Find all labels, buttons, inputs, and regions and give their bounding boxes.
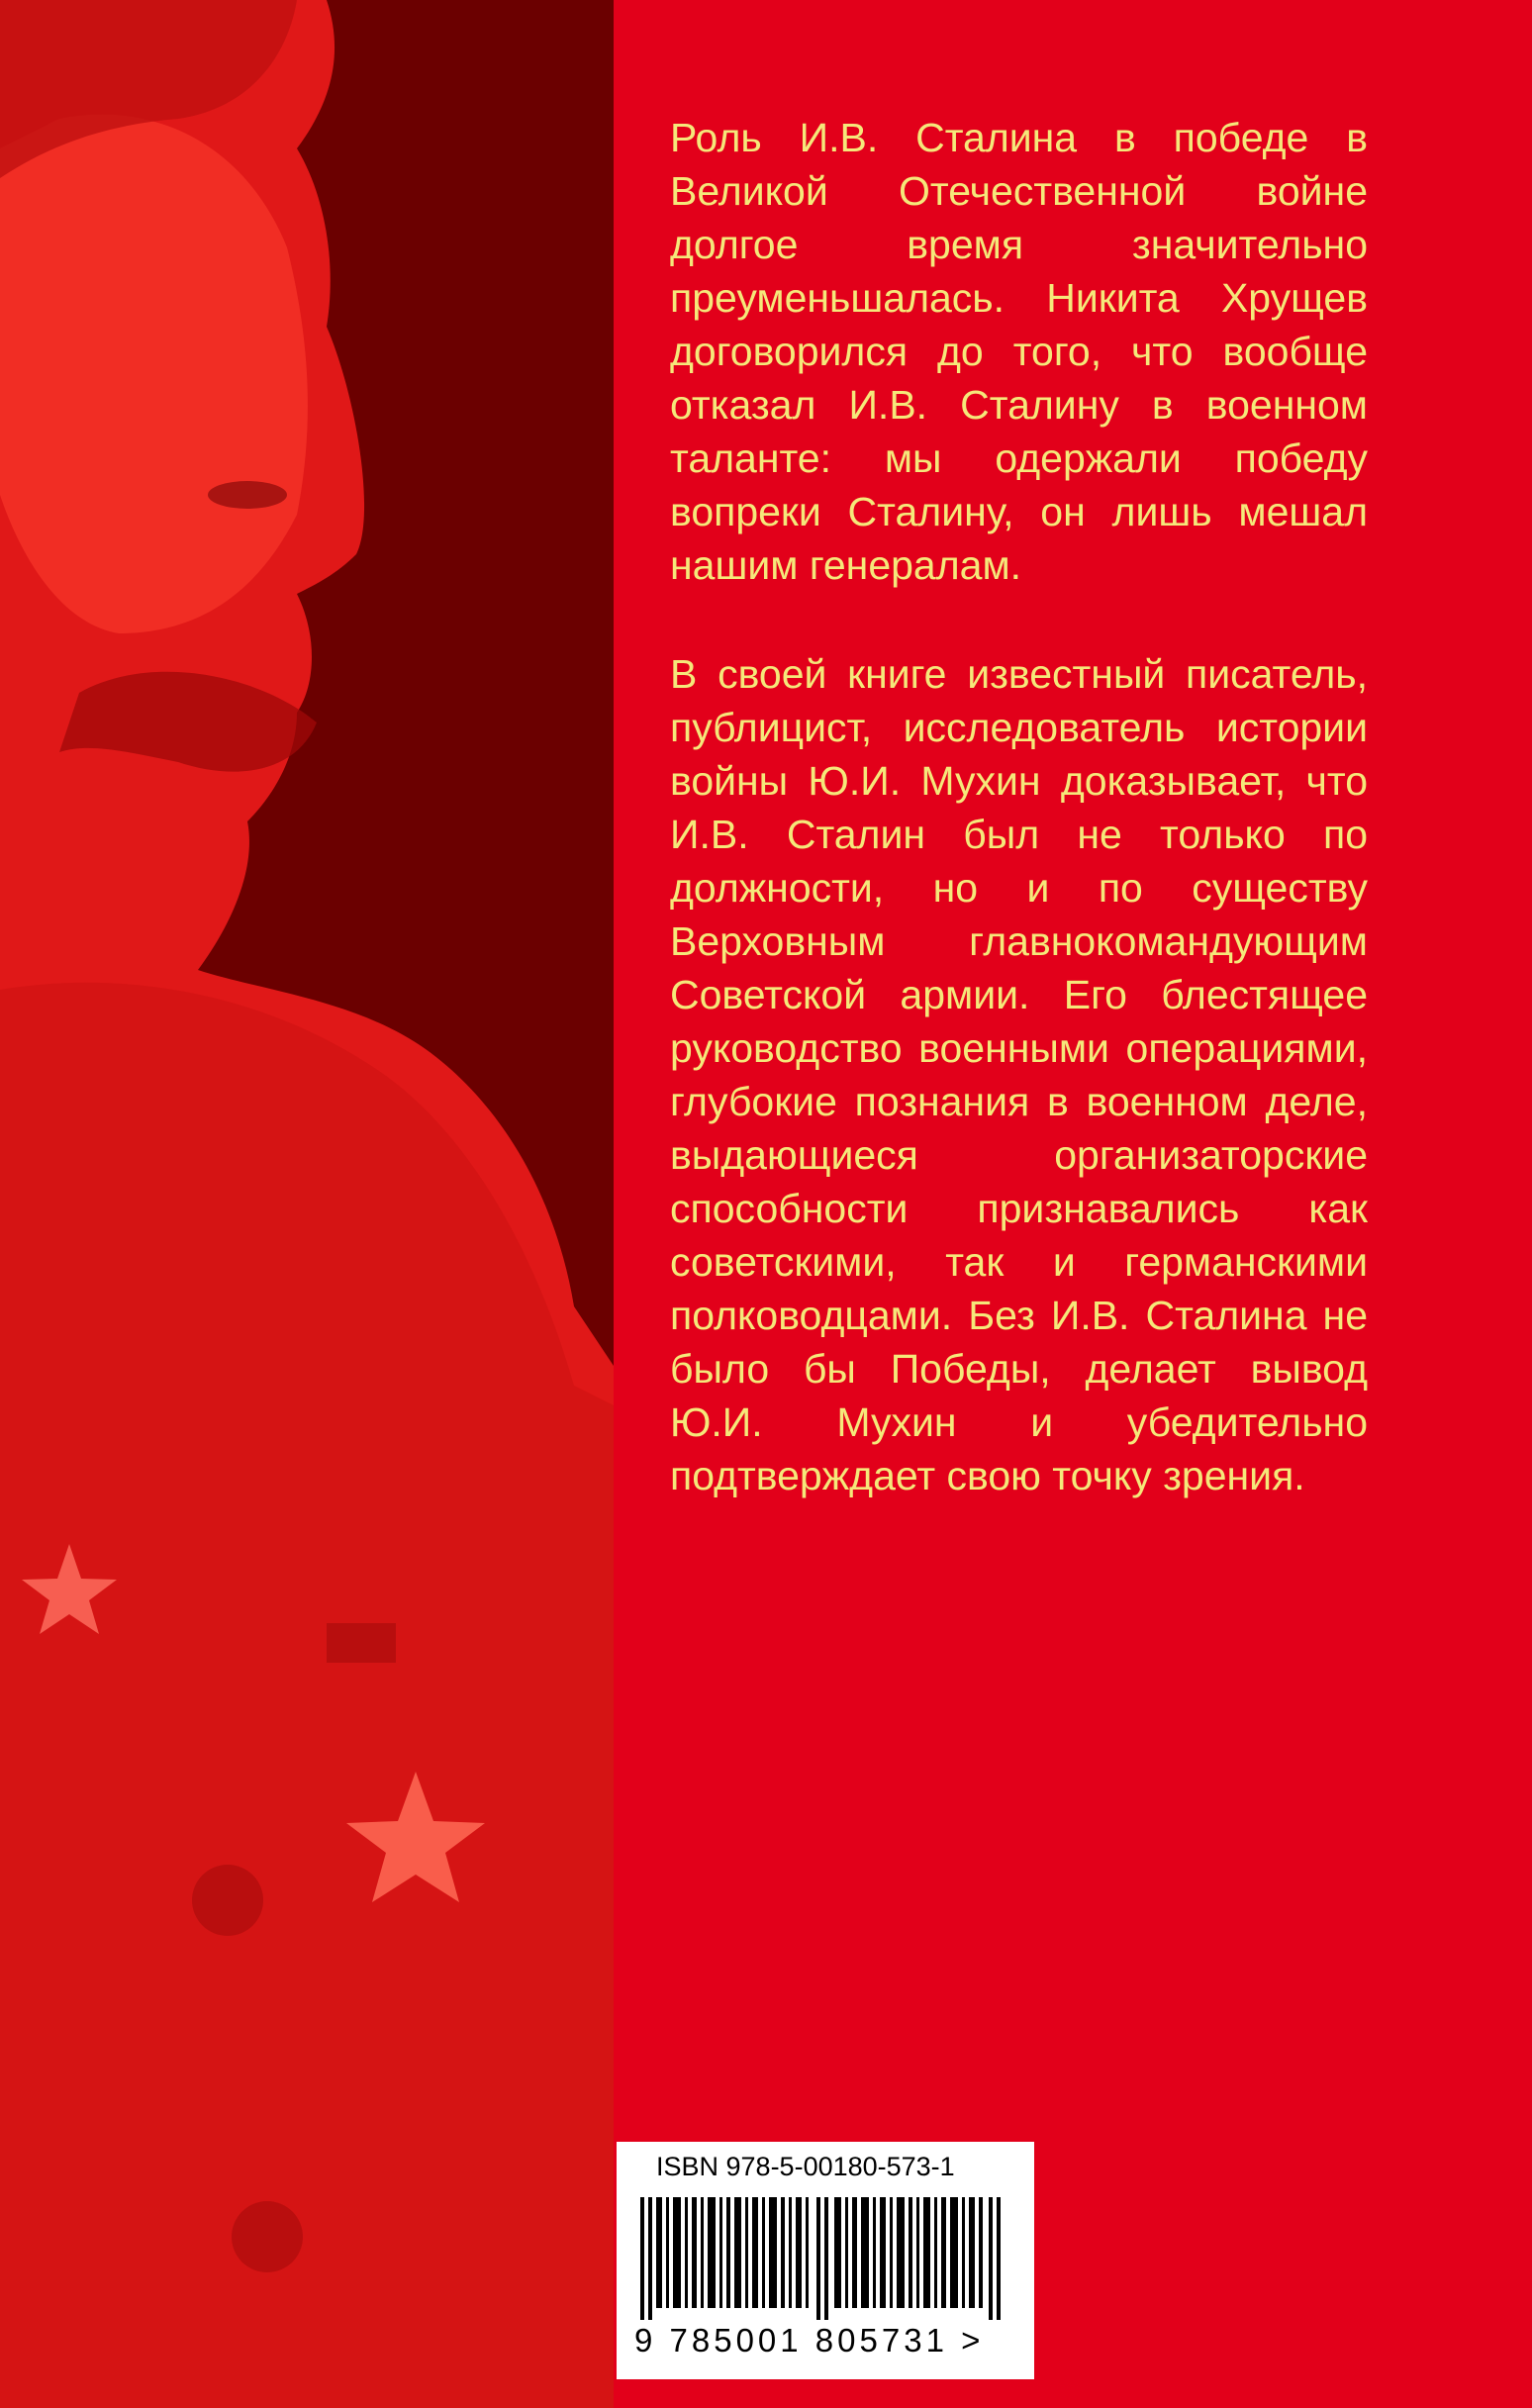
barcode-icon [640, 2197, 1016, 2320]
isbn-barcode-block [617, 2142, 1034, 2379]
barcode-digits: 9 785001 805731 > [634, 2322, 985, 2359]
annotation-text [670, 111, 1368, 1558]
blurb-paragraph-1: Роль И.В. Сталина в победе в Великой Отечественной войне долгое время значительно преуменьшалась. Никита Хрущев договорился до того, что вообще отказал И.В. Сталину в военном таланте: мы одержали победу вопреки Сталину, он лишь мешал нашим генералам. [670, 115, 1368, 588]
isbn-label: ISBN 978-5-00180-573-1 [656, 2152, 955, 2181]
portrait-image [0, 0, 614, 2408]
portrait-illustration [0, 0, 614, 2408]
blurb-paragraph-2: В своей книге известный писатель, публицист, исследователь истории войны Ю.И. Мухин доказывает, что И.В. Сталин был не только по должности, но и по существу Верховным главнокомандующим Советской армии. Его блестящее руководство военными операциями, глубокие познания в военном деле, выдающиеся организаторские способности признавались как советскими, так и германскими полководцами. Без И.В. Сталина не было бы Победы, делает вывод Ю.И. Мухин и убедительно подтверждает свою точку зрения. [670, 651, 1368, 1498]
